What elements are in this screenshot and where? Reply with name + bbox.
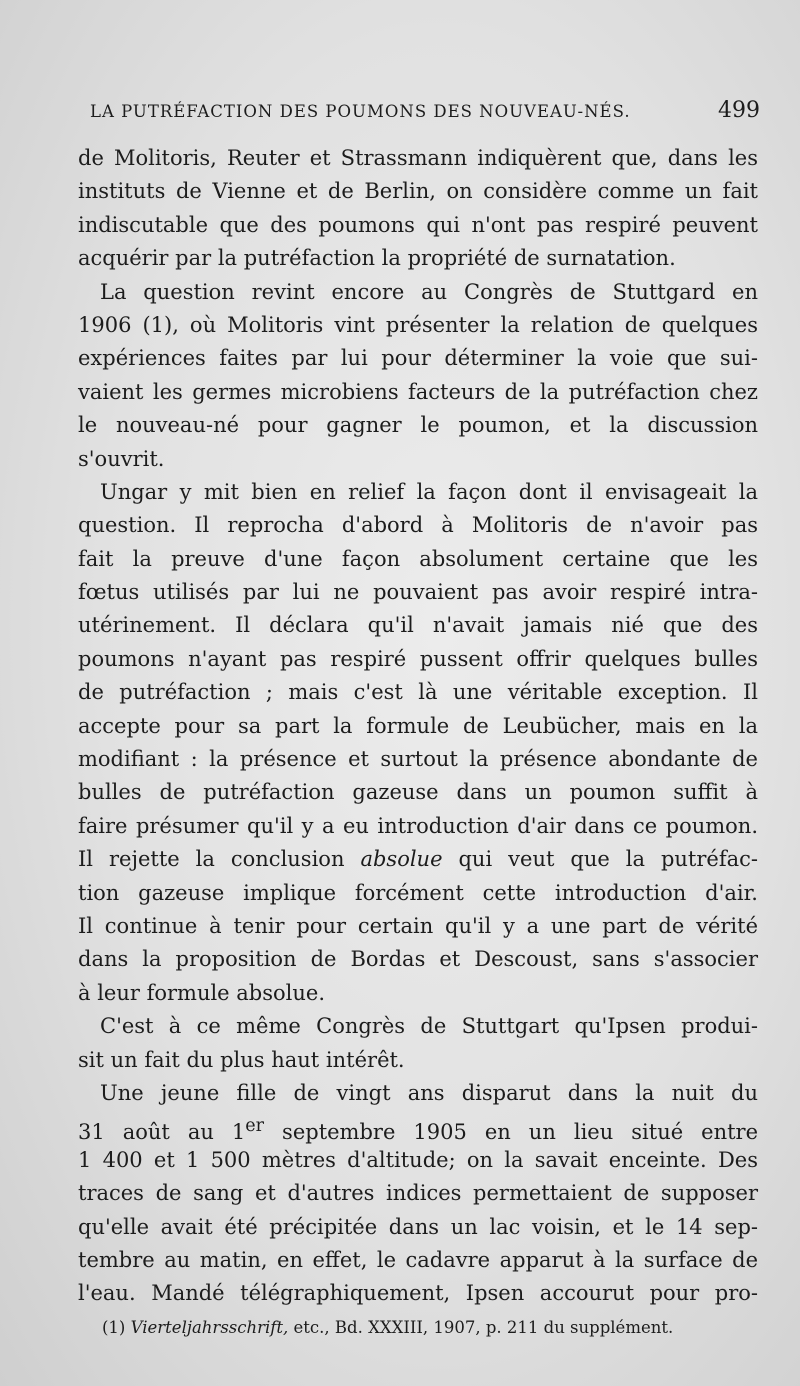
text-line: traces de sang et d'autres indices permettaient de supposer [78, 1181, 758, 1206]
text-line [78, 843, 758, 876]
text-line: Ungar y mit bien en relief la façon dont il envisageait la [100, 479, 758, 504]
text-line: utérinement. Il déclara qu'il n'avait jamais nié que des [78, 613, 758, 638]
text-line: tembre au matin, en effet, le cadavre apparut à la surface de [78, 1247, 758, 1272]
footnote-marker: (1) [102, 1318, 126, 1337]
text-line: La question revint encore au Congrès de Stuttgard en [100, 279, 758, 304]
text-line: dans la proposition de Bordas et Descoust, sans s'associer [78, 947, 758, 972]
italic-word: absolue [360, 847, 443, 872]
text-line: s'ouvrit. [78, 446, 165, 471]
text-line [78, 1110, 758, 1143]
text-segment: septembre 1905 en un lieu situé entre [264, 1120, 759, 1145]
text-line: fait la preuve d'une façon absolument certaine que les [78, 546, 758, 571]
text-line: tion gazeuse implique forcément cette introduction d'air. [78, 880, 758, 905]
footnote-text: etc., Bd. XXXIII, 1907, p. 211 du supplément. [288, 1318, 674, 1337]
text-line: sit un fait du plus haut intérêt. [78, 1047, 405, 1072]
text-line: poumons n'ayant pas respiré pussent offrir quelques bulles [78, 646, 758, 671]
text-line: de putréfaction ; mais c'est là une véritable exception. Il [78, 680, 758, 705]
text-line: Une jeune fille de vingt ans disparut dans la nuit du [100, 1080, 758, 1105]
text-line: instituts de Vienne et de Berlin, on considère comme un fait [78, 179, 758, 204]
text-line: vaient les germes microbiens facteurs de la putréfaction chez [78, 379, 758, 404]
text-line: 1906 (1), où Molitoris vint présenter la relation de quelques [78, 312, 758, 337]
text-line: accepte pour sa part la formule de Leubücher, mais en la [78, 713, 758, 738]
text-line: le nouveau-né pour gagner le poumon, et la discussion [78, 413, 758, 438]
text-line: fœtus utilisés par lui ne pouvaient pas avoir respiré intra- [78, 580, 758, 605]
page-number: 499 [718, 98, 760, 123]
text-line: indiscutable que des poumons qui n'ont pas respiré peuvent [78, 212, 758, 237]
text-line: à leur formule absolue. [78, 980, 326, 1005]
text-line: modifiant : la présence et surtout la présence abondante de [78, 747, 758, 772]
text-line: C'est à ce même Congrès de Stuttgart qu'Ipsen produi- [100, 1014, 758, 1039]
text-line: bulles de putréfaction gazeuse dans un poumon suffit à [78, 780, 758, 805]
running-head: LA PUTRÉFACTION DES POUMONS DES NOUVEAU-NÉS. [90, 102, 631, 121]
text-line: de Molitoris, Reuter et Strassmann indiquèrent que, dans les [78, 146, 758, 170]
text-line: acquérir par la putréfaction la propriété de surnatation. [78, 246, 676, 271]
text-line: 1 400 et 1 500 mètres d'altitude; on la savait enceinte. Des [78, 1147, 758, 1172]
page-header [90, 98, 760, 132]
footnote [102, 1318, 752, 1337]
text-segment: Il rejette la conclusion [78, 847, 361, 872]
text-line: question. Il reprocha d'abord à Molitoris de n'avoir pas [78, 513, 758, 538]
body-text [78, 142, 758, 1311]
text-line: Il continue à tenir pour certain qu'il y a une part de vérité [78, 913, 758, 938]
text-line: qu'elle avait été précipitée dans un lac voisin, et le 14 sep- [78, 1214, 758, 1239]
text-segment: qui veut que la putréfac- [442, 847, 758, 872]
text-line: expériences faites par lui pour déterminer la voie que sui- [78, 346, 758, 371]
superscript: er [245, 1116, 265, 1137]
text-line: faire présumer qu'il y a eu introduction d'air dans ce poumon. [78, 813, 758, 838]
text-line: l'eau. Mandé télégraphiquement, Ipsen accourut pour pro- [78, 1281, 758, 1306]
footnote-title: Vierteljahrsschrift, [130, 1318, 289, 1337]
text-segment: 31 août au 1 [78, 1120, 246, 1145]
